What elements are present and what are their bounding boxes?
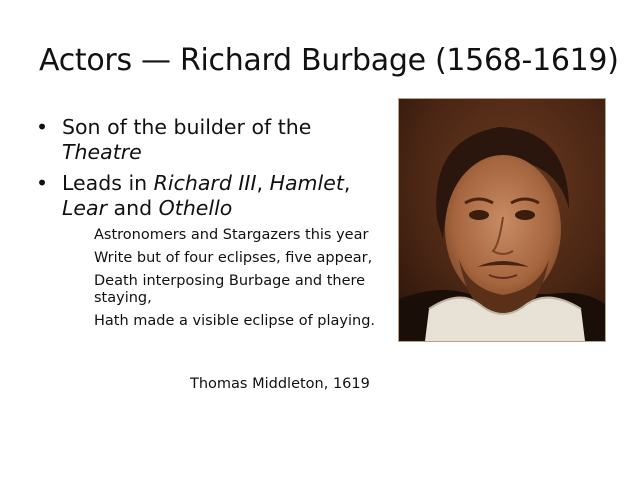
bullet-text: Son of the builder of the (62, 115, 312, 139)
verse-line: Death interposing Burbage and there staying, (94, 273, 366, 306)
bullet-item (36, 115, 381, 165)
bullet-italic: Lear (62, 196, 108, 220)
bullet-italic: Othello (158, 196, 233, 220)
bullet-italic: Richard III (153, 171, 257, 195)
bullet-item (36, 171, 381, 221)
bullet-text: Leads in (62, 171, 154, 195)
bullet-list (36, 115, 381, 227)
verse-attribution: Thomas Middleton, 1619 (190, 376, 370, 392)
verse-line: Write but of four eclipses, five appear, (94, 250, 373, 266)
bullet-italic: Hamlet (269, 171, 344, 195)
slide-title: Actors — Richard Burbage (1568-1619) (39, 43, 619, 78)
bullet-text: and (107, 196, 159, 220)
bullet-marker: • (36, 115, 49, 139)
verse-line: Hath made a visible eclipse of playing. (94, 313, 376, 329)
bullet-text: , (256, 171, 270, 195)
bullet-text: , (343, 171, 351, 195)
verse-line: Astronomers and Stargazers this year (94, 227, 369, 243)
portrait-painting (399, 99, 605, 341)
bullet-marker: • (36, 171, 49, 195)
verse-quote (94, 227, 394, 336)
bullet-italic: Theatre (62, 140, 142, 164)
portrait-image (398, 98, 606, 342)
